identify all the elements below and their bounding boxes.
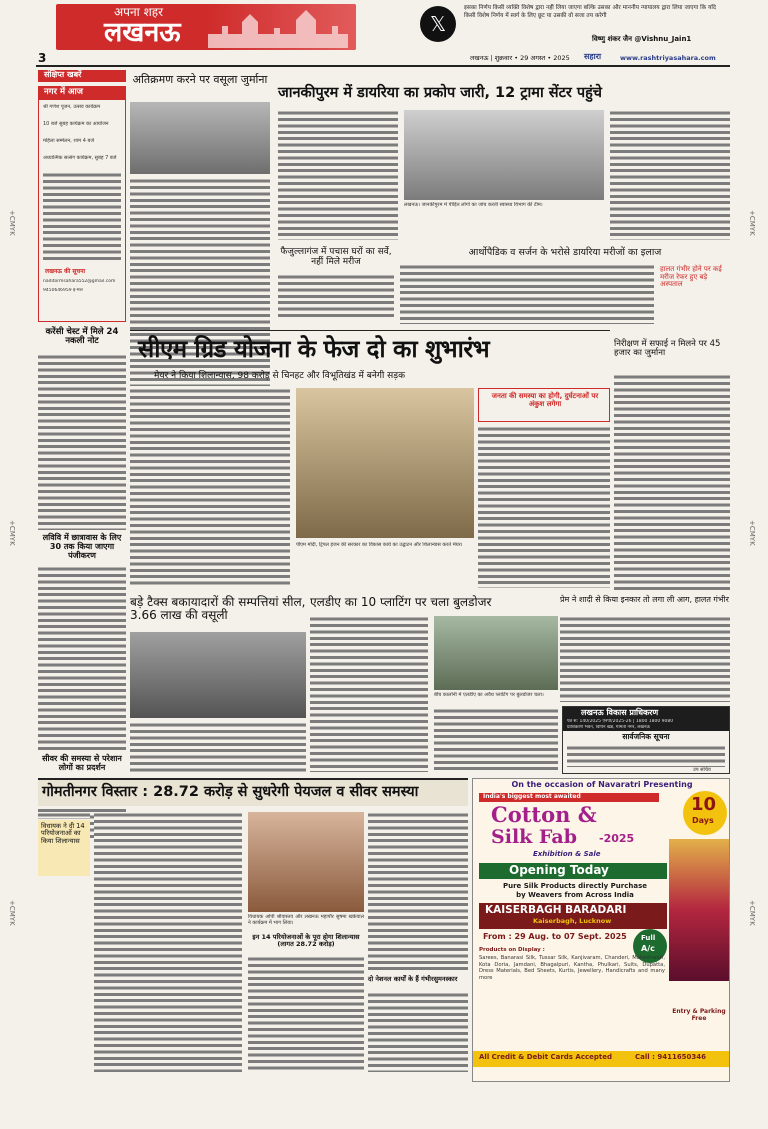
ad-days-num: 10 [691,794,717,815]
email-address[interactable]: naditormsahara552@gmail.com [43,279,116,284]
gomtinagar-title-bar [38,778,468,806]
ad-venue-bar [479,903,667,929]
ad-pure-2: by Weavers from Across India [516,891,634,899]
story-ortho [400,248,730,326]
cmyk-mark-right-1: +CMYK [748,210,756,236]
tax-body [130,722,306,772]
monument-icon [208,8,348,48]
gomtinagar-body-2 [248,956,364,1072]
lda-photo [434,616,558,690]
ad-opening-bar [479,863,667,879]
gomtinagar-box [38,820,90,876]
story-tax-seal [130,596,306,772]
ad-sub: India's biggest most awaited [483,793,581,800]
story-cm-grid [130,330,610,590]
brand-name: सहारा [584,52,602,61]
story-diarrhea [278,86,730,246]
lda-notice-org: लखनऊ विकास प्राधिकरण [581,708,659,717]
gomtinagar-sub: इन 14 परियोजनाओं के पूरा होगा शिलान्यास (लागत 28.72 करोड़) [252,933,360,949]
nagar-more-text [43,172,121,262]
lda-title: एलडीए का 10 प्लाटिंग पर चला बुलडोजर [310,595,492,609]
cm-grid-body-1 [130,388,290,588]
cmyk-mark-left-1: +CMYK [8,210,16,236]
tax-photo [130,632,306,718]
story-prem [560,596,730,702]
prem-body [560,616,730,702]
lda-notice-header [563,707,729,731]
gomtinagar-lede-text [38,812,90,818]
cm-grid-box-title: जनता की समस्या का होगी, दुर्घटनाओं पर अंकुश लगेगा [491,392,599,408]
cotton-silk-ad[interactable] [472,778,730,1082]
nagar-box [38,86,126,322]
sankshipt-title: संक्षिप्त खबरें [44,70,82,79]
diarrhea-title: जानकीपुरम में डायरिया का प्रकोप जारी, 12 ट्रामा सेंटर पहुंचे [278,85,602,101]
lda-notice-title: सार्वजनिक सूचना [622,732,670,741]
lda-body-2 [434,708,558,772]
ad-opening: Opening Today [509,863,609,877]
nagar-title: नगर में आज [44,87,83,97]
cmyk-mark-left-2: +CMYK [8,520,16,546]
tax-title: बड़े टैक्स बकायादारों की सम्पत्तियां सील, 3.66 लाख की वसूली [130,595,306,623]
atikraman-title: अतिक्रमण करने पर वसूला जुर्माना [132,73,268,86]
ad-days-label: Days [692,816,714,825]
page-number: 3 [38,51,47,65]
ad-products-head: Products on Display : [479,947,545,953]
gomtinagar-body-1 [94,812,242,1072]
ad-call[interactable]: Call : 9411650346 [635,1053,707,1061]
gomtinagar-title: गोमतीनगर विस्तार : 28.72 करोड़ से सुधरेगी पेयजल व सीवर समस्या [42,784,419,800]
masthead-banner [56,4,356,50]
cmyk-mark-left-3: +CMYK [8,900,16,926]
x-logo-badge [420,6,456,42]
ortho-side-quote: हालत गंभीर होने पर कई मरीज रेफर हुए बड़े अस्पताल [660,265,722,289]
ad-model-photo [669,839,729,981]
faizullaganj-title: फैजुल्लागंज में पचास घरों का सर्वे, नहीं मिले मरीज [280,247,392,267]
x-icon: 𝕏 [429,12,447,36]
nagar-item-3: महिला सम्मेलन, शाम 4 बजे [43,138,95,144]
left-story-1-body [38,354,126,530]
diarrhea-caption: लखनऊ। जानकीपुरम में पीड़ित लोगों का जांच करती स्वास्थ्य विभाग की टीम। [404,202,543,208]
ad-venue-2: Kaiserbagh, Lucknow [533,917,612,925]
lda-body [310,616,428,772]
ortho-body [400,264,654,324]
ad-footer-bar [473,1051,730,1067]
story-atikraman [130,72,270,312]
gomtinagar-sub-2: दो नेशनल कार्यों के हैं गंभीरसुमनस्कार [368,975,458,983]
ad-pure-1: Pure Silk Products directly Purchase [502,882,647,890]
ad-entry: Entry & Parking Free [672,1008,726,1022]
safai-body [614,374,730,590]
ad-ac-full: Full [641,934,656,942]
gomtinagar-photo [248,812,364,912]
nagar-item-1: श्री गणेश पूजन, उत्सव कार्यक्रम [43,104,101,110]
ad-cards: All Credit & Debit Cards Accepted [479,1053,612,1061]
left-story-3-title: सीवर की समस्या से परेशान लोगों का प्रदर्शन [42,754,122,772]
masthead-rule [36,65,730,67]
gomtinagar-caption: विधायक ओपी श्रीवास्तव और लखनऊ महापौर सुषमा खर्कवाल ने कार्यक्रम में भाग लिया। [248,914,364,927]
gomtinagar-box-text: विधायक ने दी 14 परियोजनाओं का किया शिलान्यास [41,822,85,845]
diarrhea-body-1 [278,110,398,240]
safai-title: निरीक्षण में सफाई न मिलने पर 45 हजार का जुर्माना [614,339,721,359]
story-safai-jurmana [614,340,730,590]
cmyk-mark-right-2: +CMYK [748,520,756,546]
website[interactable]: www.rashtriyasahara.com [620,54,716,62]
nagar-item-2: 10 बजे सुबह कार्यक्रम का आयोजन [43,121,109,127]
masthead-tag: अपना शहर [114,5,164,19]
ad-ac-label: A/c [641,944,655,953]
diarrhea-photo [404,110,604,200]
story-faizullaganj [278,248,394,320]
faizullaganj-body [278,274,394,320]
story-lda-bulldozer [310,596,558,772]
cm-grid-box [478,388,610,422]
ad-dates: From : 29 Aug. to 07 Sept. 2025 [483,932,627,941]
gomtinagar-body-3 [368,812,468,972]
ad-sub-bar [479,793,659,802]
email-label: लखनऊ की सूचना [45,268,86,275]
dateline: लखनऊ | शुक्रवार • 29 अगस्त • 2025 [470,54,570,62]
ad-brand-1: Cotton & [491,802,597,827]
nagar-item-4: अध्यात्मिक सत्संग कार्यक्रम, सुबह 7 बजे [43,155,117,161]
ad-products: Sarees, Banarasi Silk, Tussar Silk, Kanjivaram, Chanderi, Maheshwari, Kota Doria, Jamdani, Bhagalpuri, Kantha, Phulkari, Suits, Dupatta, Dress Materials, Bed Sheets, Kurtis, Jewellery, Handicrafts and many more [479,955,665,981]
ortho-title: आर्थोपैडिक व सर्जन के भरोसे डायरिया मरीजों का इलाज [468,247,662,258]
lda-notice-address: प्राधिकरण भवन, विपिन खंड, गोमती नगर, लखनऊ [567,725,650,730]
lda-notice [562,706,730,774]
cm-grid-rule [130,330,610,331]
atikraman-photo [130,102,270,174]
diarrhea-body-2 [610,110,730,240]
left-story-1-title: करेंसी चेस्ट में मिले 24 नकली नोट [45,327,119,347]
cmyk-mark-right-3: +CMYK [748,900,756,926]
lda-notice-sign: उप सचिव [693,767,711,773]
nagar-header [39,87,125,100]
cm-grid-caption: पीएम मोदी, ट्रिपल इंजन की सरकार का विकास कार्य का उद्घाटन और शिलान्यास करते मेयर। [296,542,463,548]
ad-brand-2: Silk Fab [491,826,577,848]
lda-notice-contact: पत्र सं: 140/2025 एनपी/2025-26 | 1800 1800 9080 [567,719,674,724]
phone-number: 9450646959 ई-मेल [43,288,83,293]
lda-caption: बीच कालोनी में एलडीए का अवैध प्लाटिंग पर बुलडोजर चला। [434,692,544,698]
ad-year: -2025 [599,832,635,845]
ad-occasion: On the occasion of Navaratri Presenting [511,780,693,789]
cm-grid-photo [296,388,474,538]
ad-tagline: Exhibition & Sale [533,850,601,858]
sankshipt-header [38,70,126,82]
left-story-2-body [38,566,126,750]
story-gomtinagar [38,778,468,1078]
lda-notice-body [567,745,725,767]
left-story-2-title: लविवि में छात्रावास के लिए 30 तक किया जाएगा पंजीकरण [42,533,122,560]
cm-grid-title: सीएम ग्रिड योजना के फेज दो का शुभारंभ [138,335,490,363]
masthead-city: लखनऊ [104,17,181,48]
ad-days-badge [683,791,727,835]
x-handle: विष्णु शंकर जैन @Vishnu_Jain1 [592,35,692,43]
gomtinagar-body-4 [368,992,468,1072]
masthead [0,0,768,65]
cm-grid-subtitle: मेयर ने किया शिलान्यास, 98 करोड़ से चिनहट और विभूतिखंड में बनेगी सड़क [154,371,405,381]
prem-title: प्रेम ने शादी से किया इनकार तो लगा ली आग, हालत गंभीर [560,595,729,604]
x-quote: इसका निर्णय किसी व्यक्ति विशेष द्वारा नहीं लिया जाएगा बल्कि उसका और माननीय न्यायालय द्वारा लिया जाएगा कि यदि किसी विशेष निर्णय में स्वर्ग के लिए छूट या उसकी वो सजा तय करेगी [464,5,716,19]
cm-grid-body-2 [478,426,610,588]
ad-venue: KAISERBAGH BARADARI [485,904,627,916]
